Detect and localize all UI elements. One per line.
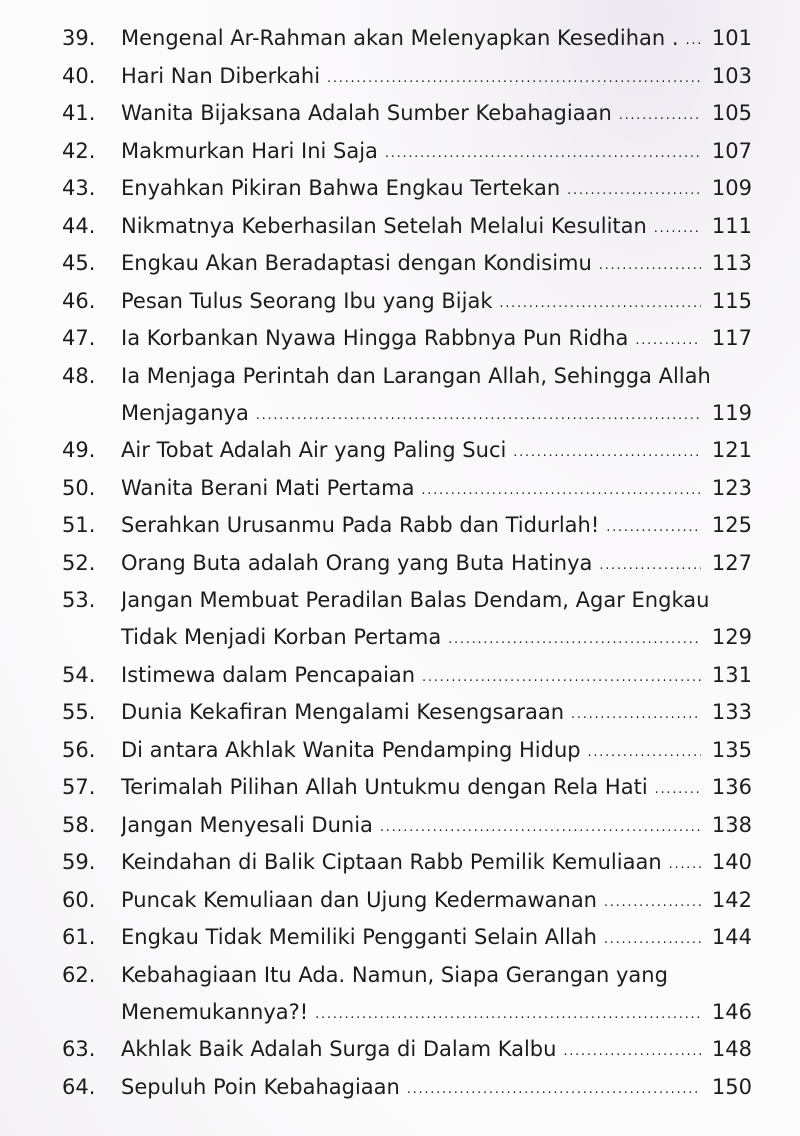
toc-entry-number: 44. [62, 213, 96, 238]
toc-entry-number: 49. [62, 438, 96, 462]
toc-entry-title: Keindahan di Balik Ciptaan Rabb Pemilik Kemuliaan . . . [121, 844, 701, 883]
toc-entry-number: 45. [62, 251, 96, 275]
toc-entry-number: 39. [62, 26, 96, 50]
toc-entry-title: Wanita Berani Mati Pertama . . . [121, 470, 701, 509]
toc-entry-page-number: 119 [711, 400, 752, 425]
toc-entry-number: 48. [62, 363, 96, 388]
toc-entry-page-number: 103 [711, 63, 752, 88]
toc-entry-title: Mengenal Ar-Rahman akan Melenyapkan Kesedihan . . . . [121, 20, 701, 59]
toc-entry-page-number: 129 [711, 625, 752, 649]
toc-entry-title: Engkau Tidak Memiliki Pengganti Selain Allah . . . [121, 919, 701, 958]
toc-entry-number: 62. [62, 962, 96, 987]
toc-entry-title: Hari Nan Diberkahi . . . [121, 58, 701, 97]
toc-entry-page-number: 109 [711, 176, 752, 200]
toc-entry-title: Di antara Akhlak Wanita Pendamping Hidup . . . [121, 732, 701, 771]
toc-entry-title: Akhlak Baik Adalah Surga di Dalam Kalbu . . . [121, 1031, 701, 1070]
toc-entry-number: 46. [62, 288, 96, 313]
toc-entry-number: 63. [62, 1037, 96, 1061]
toc-entry-title: Terimalah Pilihan Allah Untukmu dengan Rela Hati . . . [121, 769, 701, 808]
toc-entry-title: Jangan Membuat Peradilan Balas Dendam, Agar Engkau [121, 588, 710, 612]
toc-entry-title: Jangan Menyesali Dunia . . . [121, 807, 701, 846]
toc-entry-number: 52. [62, 550, 96, 575]
toc-entry-page-number: 135 [711, 737, 752, 762]
toc-entry-page-number: 127 [711, 550, 752, 575]
toc-entry-title: Puncak Kemuliaan dan Ujung Kedermawanan . . . [121, 882, 701, 921]
toc-entry-title: Nikmatnya Keberhasilan Setelah Melalui Kesulitan . . . [121, 208, 701, 247]
toc-entry-page-number: 117 [711, 326, 752, 350]
toc-entry-page-number: 111 [711, 213, 752, 238]
toc-entry-title: Menjaganya . . . [121, 395, 701, 434]
toc-entry-page-number: 138 [711, 812, 752, 837]
toc-entry-title: Istimewa dalam Pencapaian . . . [121, 657, 701, 696]
toc-entry-page-number: 107 [711, 138, 752, 163]
toc-entry-page-number: 146 [711, 999, 752, 1024]
toc-entry-page-number: 125 [711, 513, 752, 537]
toc-entry-title: Wanita Bijaksana Adalah Sumber Kebahagiaan . . . [121, 95, 701, 134]
toc-entry-page-number: 142 [711, 887, 752, 912]
toc-entry-page-number: 115 [711, 288, 752, 313]
toc-entry-page-number: 105 [711, 101, 752, 125]
toc-entry-page-number: 140 [711, 850, 752, 874]
toc-entry-page-number: 101 [711, 26, 752, 50]
toc-entry-number: 50. [62, 475, 96, 500]
toc-entry-page-number: 133 [711, 700, 752, 724]
toc-entry-page-number: 148 [711, 1037, 752, 1061]
toc-entry-page-number: 121 [711, 438, 752, 462]
toc-entry-page-number: 150 [711, 1074, 752, 1099]
toc-entry-number: 54. [62, 662, 96, 687]
toc-entry-title: Tidak Menjadi Korban Pertama . . . [121, 619, 701, 658]
toc-entry-title: Serahkan Urusanmu Pada Rabb dan Tidurlah! . . . [121, 507, 701, 546]
toc-entry-number: 40. [62, 63, 96, 88]
toc-entry-title: Pesan Tulus Seorang Ibu yang Bijak . . . [121, 283, 701, 322]
toc-entry-number: 51. [62, 513, 96, 537]
toc-entry-title: Dunia Kekafiran Mengalami Kesengsaraan . . . [121, 694, 701, 733]
toc-entry-number: 58. [62, 812, 96, 837]
toc-entry-title: Enyahkan Pikiran Bahwa Engkau Tertekan . . . [121, 170, 701, 209]
toc-entry-number: 64. [62, 1074, 96, 1099]
toc-entry-number: 61. [62, 925, 96, 949]
toc-entry-title: Engkau Akan Beradaptasi dengan Kondisimu . . . [121, 245, 701, 284]
toc-entry-title: Sepuluh Poin Kebahagiaan . . . [121, 1069, 701, 1108]
toc-entry-page-number: 136 [711, 775, 752, 799]
toc-entry-page-number: 144 [711, 925, 752, 949]
toc-entry-number: 56. [62, 737, 96, 762]
toc-entry-title: Air Tobat Adalah Air yang Paling Suci . . . [121, 432, 701, 471]
toc-entry-title: Makmurkan Hari Ini Saja . . . [121, 133, 701, 172]
toc-entry-number: 41. [62, 101, 96, 125]
toc-entry-number: 55. [62, 700, 96, 724]
toc-entry-title: Ia Menjaga Perintah dan Larangan Allah, Sehingga Allah [121, 363, 711, 388]
toc-entry-title: Kebahagiaan Itu Ada. Namun, Siapa Gerangan yang [121, 962, 668, 987]
toc-entry-number: 43. [62, 176, 96, 200]
toc-entry-page-number: 123 [711, 475, 752, 500]
toc-entry-number: 60. [62, 887, 96, 912]
toc-entry-number: 53. [62, 588, 96, 612]
toc-entry-number: 42. [62, 138, 96, 163]
toc-entry-number: 59. [62, 850, 96, 874]
toc-entry-title: Ia Korbankan Nyawa Hingga Rabbnya Pun Ridha . . . [121, 320, 701, 359]
toc-entry-number: 57. [62, 775, 96, 799]
toc-entry-number: 47. [62, 326, 96, 350]
toc-entry-title: Menemukannya?! . . . [121, 994, 701, 1033]
toc-entry-page-number: 113 [711, 251, 752, 275]
toc-entry-title: Orang Buta adalah Orang yang Buta Hatinya . . . [121, 545, 701, 584]
toc-entry-page-number: 131 [711, 662, 752, 687]
